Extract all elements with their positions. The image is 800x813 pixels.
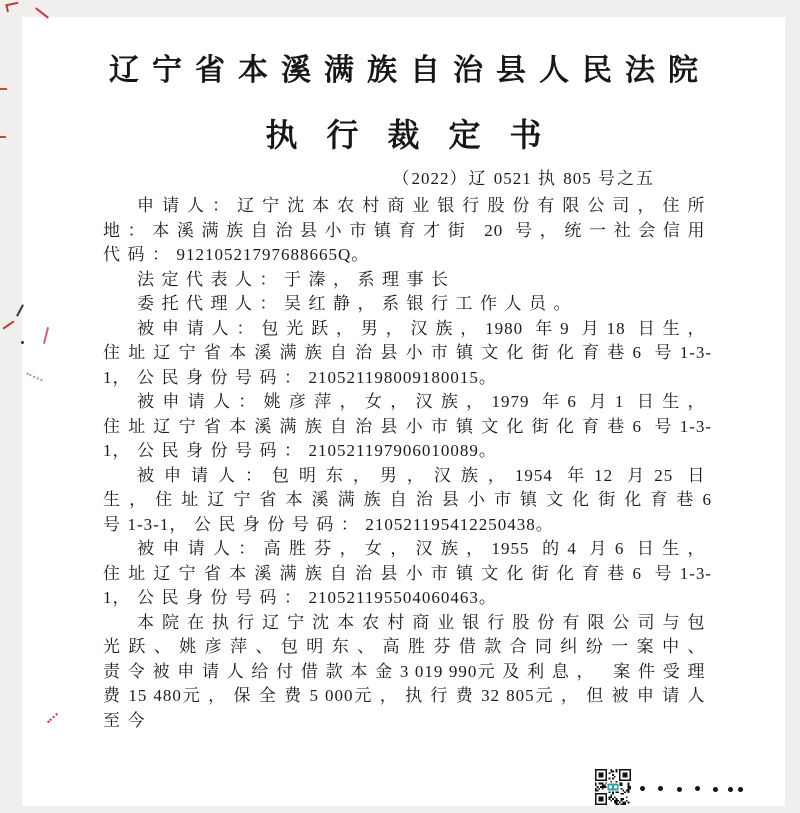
document-body bbox=[103, 194, 712, 733]
scan-mark bbox=[0, 136, 6, 138]
entrusted-agent-line: 委托代理人：吴红静，系银行工作人员。 bbox=[137, 294, 578, 313]
dot bbox=[713, 787, 718, 792]
dot bbox=[658, 786, 663, 791]
dot bbox=[738, 787, 743, 792]
respondent-1-paragraph: 被申请人：包光跃，男，汉族，1980 年9 月18 日生，住址辽宁省本溪满族自治县小市镇文化街化育巷6 号1-3-1，公民身份号码：210521198009180015。 bbox=[103, 318, 713, 387]
document-title: 执行裁定书 bbox=[265, 117, 571, 153]
dot bbox=[640, 786, 645, 791]
scan-mark bbox=[0, 88, 7, 90]
qr-code-icon bbox=[595, 769, 631, 805]
dot bbox=[695, 786, 700, 791]
applicant-paragraph: 申请人：辽宁沈本农村商业银行股份有限公司，住所地：本溪满族自治县小市镇育才街 20 号，统一社会信用代码：91210521797688665Q。 bbox=[103, 196, 712, 264]
qr-logo bbox=[607, 784, 618, 791]
legal-representative-line: 法定代表人：于溱，系理事长 bbox=[137, 269, 456, 289]
respondent-4-paragraph: 被申请人：高胜芬，女，汉族，1955 的4 月6 日生，住址辽宁省本溪满族自治县小市镇文化街化育巷6 号1-3-1，公民身份号码：210521195504060463。 bbox=[103, 539, 713, 607]
dot bbox=[677, 787, 682, 792]
scan-mark bbox=[5, 2, 19, 13]
respondent-2-paragraph: 被申请人：姚彦萍，女，汉族，1979 年6 月1 日生，住址辽宁省本溪满族自治县小市镇文化街化育巷6 号1-3-1，公民身份号码：210521197906010089。 bbox=[103, 392, 713, 460]
scan-mark bbox=[3, 320, 15, 329]
respondent-3-paragraph: 被申请人：包明东，男，汉族，1954 年12 月25 日生，住址辽宁省本溪满族自治县小市镇文化街化育巷6 号1-3-1，公民身份号码：210521195412250438。 bbox=[103, 465, 713, 534]
document-page bbox=[22, 17, 785, 806]
case-summary-paragraph: 本院在执行辽宁沈本农村商业银行股份有限公司与包光跃、姚彦萍、包明东、高胜芬借款合同纠纷一案中、责令被申请人给付借款本金3 019 990元及利息， 案件受理费15 480元，保全费5 000元，执行费32 805元，但被申请人至今 bbox=[103, 612, 713, 730]
court-name-heading: 辽宁省本溪满族自治县人民法院 bbox=[109, 54, 711, 87]
dot bbox=[728, 787, 733, 792]
case-number: （2022）辽 0521 执 805 号之五 bbox=[392, 169, 655, 188]
